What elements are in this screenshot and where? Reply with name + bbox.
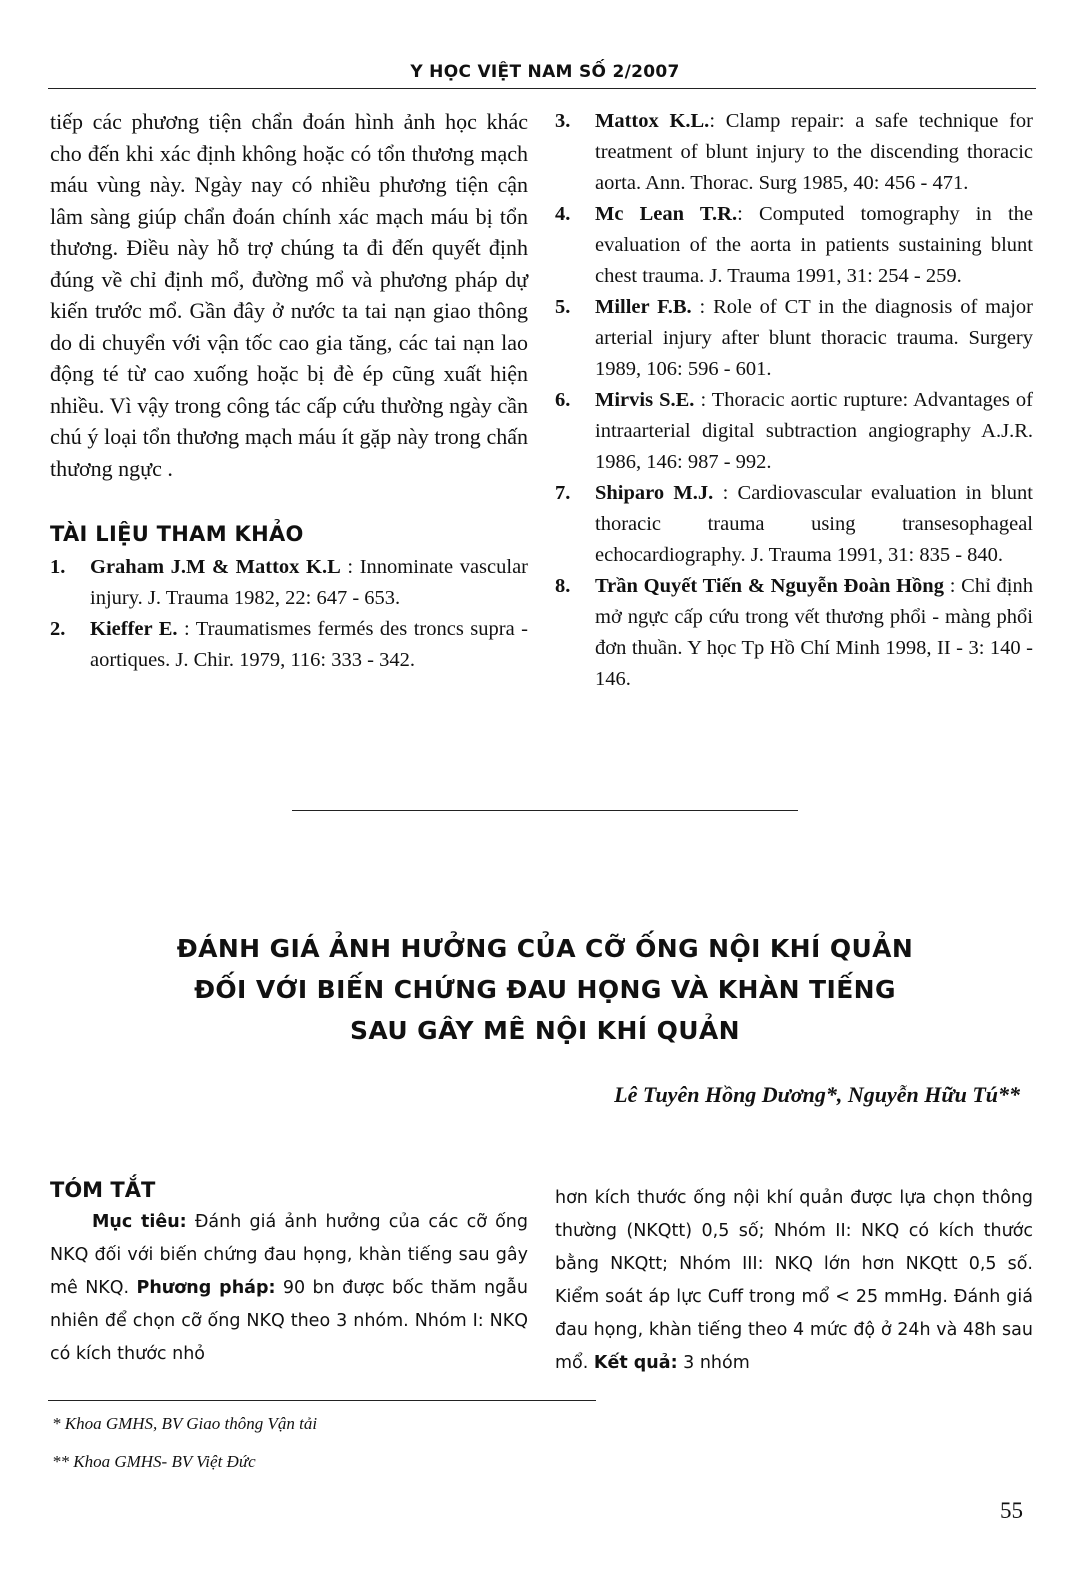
- reference-number: 4.: [555, 203, 571, 225]
- reference-text: [90, 552, 528, 614]
- reference-author: Miller F.B.: [595, 296, 692, 318]
- references-list-left: [50, 552, 528, 676]
- title-line: SAU GÂY MÊ NỘI KHÍ QUẢN: [349, 1016, 741, 1045]
- reference-author: Trần Quyết Tiến & Nguyễn Đoàn Hồng: [595, 575, 944, 597]
- abstract-paragraph-cont: [555, 1182, 1033, 1380]
- reference-author: Mirvis S.E.: [595, 389, 695, 411]
- result-text: 3 nhóm: [677, 1353, 750, 1373]
- reference-author: Mattox K.L.: [595, 110, 710, 132]
- reference-author: Shiparo M.J.: [595, 482, 714, 504]
- right-column: [555, 106, 1033, 695]
- header-rule: [48, 88, 1036, 89]
- article-title: [60, 928, 1030, 1051]
- footnote: ** Khoa GMHS- BV Việt Đức: [52, 1452, 256, 1471]
- abstract-left-column: [50, 1178, 528, 1371]
- objective-text: Đánh giá ảnh hưởng của các cỡ ống NKQ đối với biến chứng đau họng, khàn tiếng sau gây mê NKQ.: [50, 1212, 528, 1298]
- method-text-cont: hơn kích thước ống nội khí quản được lựa chọn thông thường (NKQtt) 0,5 số; Nhóm II: NKQ có kích thước bằng NKQtt; Nhóm III: NKQ lớn hơn NKQtt 0,5 số. Kiểm soát áp lực Cuff trong mổ < 25 mmHg. Đánh giá đau họng, khàn tiếng theo 4 mức độ ở 24h và 48h sau mổ.: [555, 1188, 1033, 1373]
- abstract-heading: TÓM TẮT: [50, 1178, 156, 1202]
- reference-item: [50, 552, 528, 614]
- method-text: 90 bn được bốc thăm ngẫu nhiên để chọn cỡ ống NKQ theo 3 nhóm. Nhóm I: NKQ có kích thước nhỏ: [50, 1278, 528, 1364]
- reference-item: [555, 385, 1033, 478]
- objective-label: Mục tiêu:: [92, 1212, 187, 1232]
- body-paragraph: tiếp các phương tiện chẩn đoán hình ảnh học khác cho đến khi xác định không hoặc có tổn thương mạch máu vùng này. Ngày nay có nhiều phương tiện cận lâm sàng giúp chẩn đoán chính xác mạch máu bị tổn thương. Điều này hỗ trợ chúng ta đi đến quyết định đúng về chỉ định mổ, đường mổ và phương pháp dự kiến trước mổ. Gần đây ở nước ta tai nạn giao thông do di chuyển với vận tốc cao gia tăng, các tai nạn lao động té từ cao xuống hoặc bị đè ép cũng xuất hiện nhiều. Vì vậy trong công tác cấp cứu thường ngày cần chú ý loại tổn thương mạch máu ít gặp này trong chấn thương ngực .: [50, 109, 528, 481]
- left-column: [50, 106, 528, 676]
- abstract-paragraph-start: [50, 1206, 528, 1371]
- reference-details: : Role of CT in the diagnosis of major arterial injury after blunt thoracic trauma. Surgery 1989, 106: 596 - 601.: [595, 296, 1033, 380]
- reference-text: [595, 571, 1033, 695]
- reference-item: [555, 106, 1033, 199]
- reference-number: 6.: [555, 389, 571, 411]
- reference-details: : Computed tomography in the evaluation of the aorta in patients sustaining blunt chest trauma. J. Trauma 1991, 31: 254 - 259.: [595, 203, 1033, 287]
- reference-number: 7.: [555, 482, 571, 504]
- reference-number: 1.: [50, 556, 66, 578]
- reference-details: : Cardiovascular evaluation in blunt thoracic trauma using transesophageal echocardiography. J. Trauma 1991, 31: 835 - 840.: [595, 482, 1033, 566]
- reference-author: Graham J.M & Mattox K.L: [90, 556, 341, 578]
- references-list-right: [555, 106, 1033, 695]
- reference-number: 3.: [555, 110, 571, 132]
- reference-number: 8.: [555, 575, 571, 597]
- reference-details: : Clamp repair: a safe technique for treatment of blunt injury to the discending thoracic aorta. Ann. Thorac. Surg 1985, 40: 456 - 471.: [595, 110, 1033, 194]
- reference-details: : Traumatismes fermés des troncs supra - aortiques. J. Chir. 1979, 116: 333 - 342.: [90, 618, 528, 671]
- page-number: 55: [1000, 1498, 1023, 1523]
- running-head: Y HỌC VIỆT NAM SỐ 2/2007: [410, 62, 680, 82]
- reference-text: [595, 106, 1033, 199]
- reference-text: [595, 199, 1033, 292]
- reference-author: Mc Lean T.R.: [595, 203, 738, 225]
- reference-item: [555, 571, 1033, 695]
- reference-item: [50, 614, 528, 676]
- reference-number: 2.: [50, 618, 66, 640]
- reference-text: [595, 292, 1033, 385]
- reference-details: : Thoracic aortic rupture: Advantages of intraarterial digital subtraction angiography A.J.R. 1986, 146: 987 - 992.: [595, 389, 1033, 473]
- title-line: ĐÁNH GIÁ ẢNH HƯỞNG CỦA CỠ ỐNG NỘI KHÍ QUẢN: [176, 934, 914, 963]
- reference-item: [555, 478, 1033, 571]
- footnote-rule: [48, 1400, 596, 1401]
- reference-details: : Chỉ định mở ngực cấp cứu trong vết thương phổi - màng phổi đơn thuần. Y học Tp Hồ Chí Minh 1998, II - 3: 140 - 146.: [595, 575, 1033, 690]
- result-label: Kết quả:: [593, 1353, 678, 1373]
- reference-text: [595, 385, 1033, 478]
- reference-author: Kieffer E.: [90, 618, 178, 640]
- reference-number: 5.: [555, 296, 571, 318]
- reference-text: [595, 478, 1033, 571]
- method-label: Phương pháp:: [136, 1278, 276, 1298]
- article-separator: [292, 810, 798, 811]
- reference-text: [90, 614, 528, 676]
- reference-details: : Innominate vascular injury. J. Trauma 1982, 22: 647 - 653.: [90, 556, 528, 609]
- references-heading: TÀI LIỆU THAM KHẢO: [50, 522, 304, 546]
- abstract-right-column: [555, 1182, 1033, 1380]
- article-authors: Lê Tuyên Hồng Dương*, Nguyễn Hữu Tú**: [614, 1082, 1020, 1107]
- reference-item: [555, 292, 1033, 385]
- reference-item: [555, 199, 1033, 292]
- footnote: * Khoa GMHS, BV Giao thông Vận tải: [52, 1414, 318, 1433]
- title-line: ĐỐI VỚI BIẾN CHỨNG ĐAU HỌNG VÀ KHÀN TIẾNG: [194, 975, 896, 1004]
